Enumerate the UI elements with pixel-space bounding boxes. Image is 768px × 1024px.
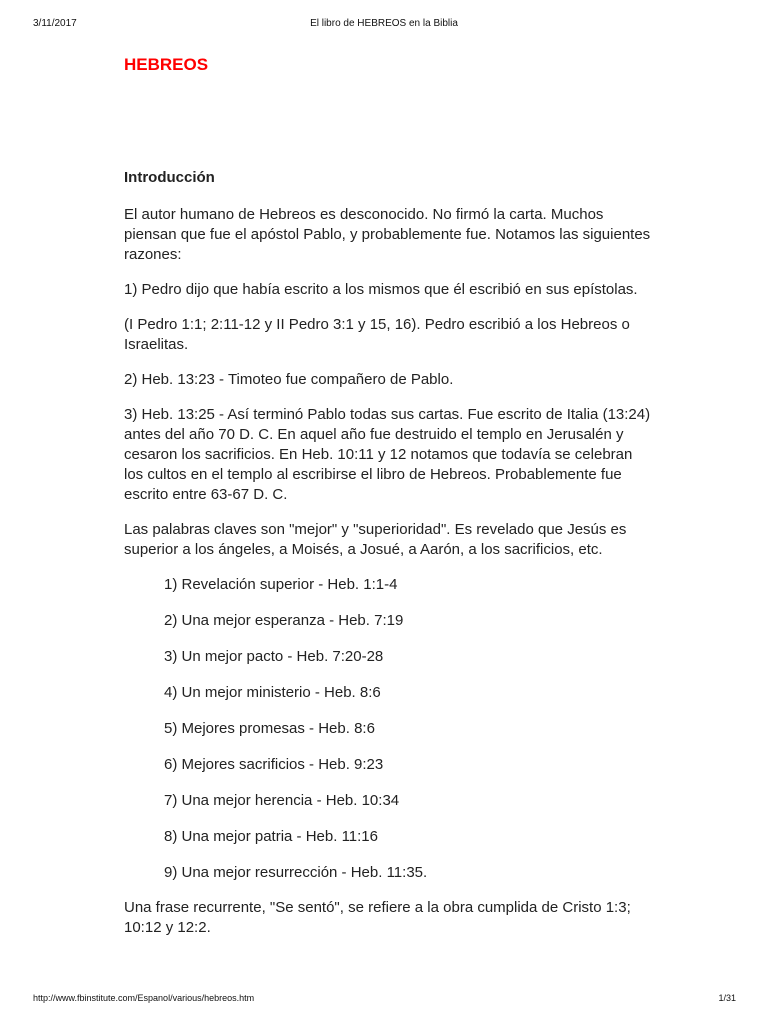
list-item: 8) Una mejor patria - Heb. 11:16: [164, 828, 378, 845]
paragraph-author: El autor humano de Hebreos es desconocido. No firmó la carta. Muchos piensan que fue el apóstol Pablo, y probablemente fue. Notamos las siguientes razones:: [124, 206, 651, 263]
list-item: 5) Mejores promesas - Heb. 8:6: [164, 720, 375, 737]
print-url: http://www.fbinstitute.com/Espanol/various/hebreos.htm: [33, 993, 255, 1003]
document-content: [124, 55, 654, 938]
list-item: 3) Un mejor pacto - Heb. 7:20-28: [164, 648, 384, 665]
paragraph-reason-3: 3) Heb. 13:25 - Así terminó Pablo todas sus cartas. Fue escrito de Italia (13:24) antes del año 70 D. C. En aquel año fue destruido el templo en Jerusalén y cesaron los sacrificios. En Heb. 10:11 y 12 notamos que todavía se celebran los cultos en el templo al escribirse el libro de Hebreos. Probablemente fue escrito entre 63-67 D. C.: [124, 406, 651, 503]
list-item: 4) Un mejor ministerio - Heb. 8:6: [164, 684, 381, 701]
paragraph-se-sento: Una frase recurrente, "Se sentó", se refiere a la obra cumplida de Cristo 1:3; 10:12 y 12:2.: [124, 899, 631, 936]
list-item: 6) Mejores sacrificios - Heb. 9:23: [164, 756, 384, 773]
paragraph-key-words: Las palabras claves son "mejor" y "superioridad". Es revelado que Jesús es superior a los ángeles, a Moisés, a Josué, a Aarón, a los sacrificios, etc.: [124, 521, 627, 558]
page-number: 1/31: [718, 993, 736, 1003]
print-date: 3/11/2017: [33, 18, 77, 29]
list-item: 7) Una mejor herencia - Heb. 10:34: [164, 792, 400, 809]
print-footer: [0, 993, 768, 1007]
list-item: 1) Revelación superior - Heb. 1:1-4: [164, 576, 398, 593]
list-item: 2) Una mejor esperanza - Heb. 7:19: [164, 612, 404, 629]
paragraph-pedro-refs: (I Pedro 1:1; 2:11-12 y II Pedro 3:1 y 15, 16). Pedro escribió a los Hebreos o Israelitas.: [124, 316, 630, 353]
paragraph-reason-1: 1) Pedro dijo que había escrito a los mismos que él escribió en sus epístolas.: [124, 281, 638, 298]
document-title: HEBREOS: [124, 55, 209, 74]
print-header: [0, 18, 768, 32]
superiority-list: [124, 575, 654, 883]
paragraph-reason-2: 2) Heb. 13:23 - Timoteo fue compañero de Pablo.: [124, 371, 454, 388]
section-heading-introduccion: Introducción: [124, 169, 215, 186]
list-item: 9) Una mejor resurrección - Heb. 11:35.: [164, 864, 428, 881]
print-page-title: El libro de HEBREOS en la Biblia: [310, 18, 458, 29]
